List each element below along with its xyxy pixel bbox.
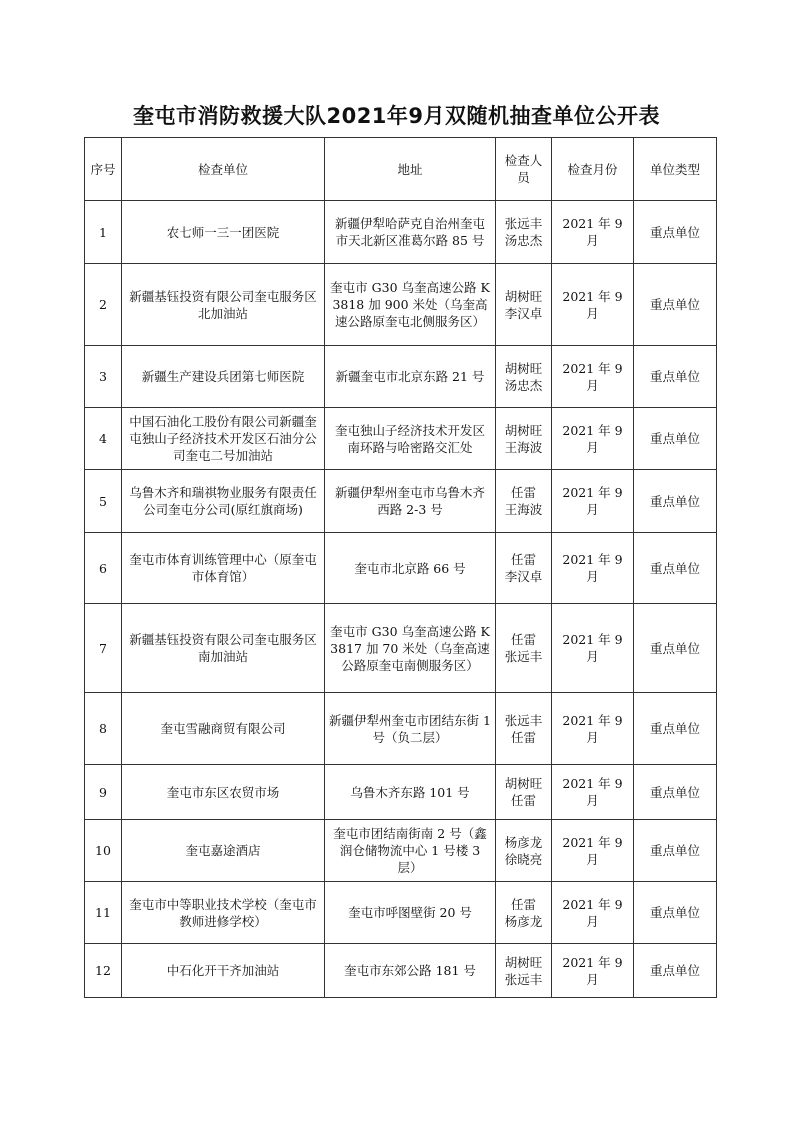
table-row [85,533,717,604]
cell-unit: 农七师一三一团医院 [122,201,325,264]
table-row [85,201,717,264]
cell-no: 9 [85,765,122,820]
cell-unit: 中石化开干齐加油站 [122,944,325,998]
inspector-name: 任雷 [510,632,536,647]
cell-inspectors [496,604,552,693]
table-row [85,882,717,944]
inspector-name: 王海波 [504,439,543,455]
header-unit: 检查单位 [122,138,325,201]
cell-address: 新疆伊犁州奎屯市乌鲁木齐西路 2-3 号 [325,470,496,533]
inspector-name: 杨彦龙 [504,913,543,929]
cell-inspectors [496,346,552,408]
cell-inspectors [496,533,552,604]
cell-unit: 新疆生产建设兵团第七师医院 [122,346,325,408]
cell-no: 7 [85,604,122,693]
cell-address: 乌鲁木齐东路 101 号 [325,765,496,820]
page-title: 奎屯市消防救援大队2021年9月双随机抽查单位公开表 [132,104,661,128]
cell-month: 2021 年 9 月 [552,693,634,765]
header-no: 序号 [85,138,122,201]
inspector-name: 任雷 [510,729,536,745]
cell-address: 奎屯市呼图壁街 20 号 [325,882,496,944]
cell-type: 重点单位 [634,264,717,346]
table-row [85,693,717,765]
inspector-name: 胡树旺 [504,954,543,970]
cell-inspectors [496,470,552,533]
cell-type: 重点单位 [634,693,717,765]
cell-month: 2021 年 9 月 [552,408,634,470]
cell-month: 2021 年 9 月 [552,820,634,882]
table-row [85,470,717,533]
cell-month: 2021 年 9 月 [552,346,634,408]
cell-month: 2021 年 9 月 [552,882,634,944]
cell-inspectors [496,765,552,820]
cell-type: 重点单位 [634,470,717,533]
cell-unit: 中国石油化工股份有限公司新疆奎屯独山子经济技术开发区石油分公司奎屯二号加油站 [122,408,325,470]
inspector-name: 任雷 [510,485,536,500]
cell-unit: 奎屯雪融商贸有限公司 [122,693,325,765]
cell-unit: 新疆基钰投资有限公司奎屯服务区南加油站 [122,604,325,693]
inspector-name: 汤忠杰 [504,233,543,248]
cell-inspectors [496,820,552,882]
inspector-name: 杨彦龙 [504,834,543,850]
inspector-name: 徐晓亮 [504,851,543,867]
cell-type: 重点单位 [634,944,717,998]
table-row [85,408,717,470]
cell-address: 奎屯独山子经济技术开发区南环路与哈密路交汇处 [325,408,496,470]
inspector-name: 任雷 [510,552,536,567]
table-row [85,765,717,820]
cell-address: 奎屯市北京路 66 号 [325,533,496,604]
inspector-name: 任雷 [510,793,536,808]
table-row [85,944,717,998]
cell-address: 奎屯市 G30 乌奎高速公路 K3817 加 70 米处（乌奎高速公路原奎屯南侧服务区） [325,604,496,693]
cell-inspectors [496,882,552,944]
cell-unit: 乌鲁木齐和瑞祺物业服务有限责任公司奎屯分公司(原红旗商场) [122,470,325,533]
cell-no: 8 [85,693,122,765]
cell-no: 3 [85,346,122,408]
cell-inspectors [496,944,552,998]
cell-unit: 奎屯嘉途酒店 [122,820,325,882]
cell-month: 2021 年 9 月 [552,533,634,604]
cell-address: 新疆奎屯市北京东路 21 号 [325,346,496,408]
cell-type: 重点单位 [634,533,717,604]
inspector-name: 张远丰 [504,712,543,728]
inspector-name: 李汉卓 [504,305,543,321]
inspector-name: 汤忠杰 [504,377,543,393]
cell-inspectors [496,201,552,264]
cell-no: 11 [85,882,122,944]
cell-month: 2021 年 9 月 [552,470,634,533]
cell-no: 5 [85,470,122,533]
cell-address: 新疆伊犁州奎屯市团结东街 1 号（负二层） [325,693,496,765]
table-row [85,346,717,408]
header-inspectors: 检查人员 [496,138,552,201]
cell-no: 10 [85,820,122,882]
cell-inspectors [496,264,552,346]
inspector-name: 张远丰 [504,971,543,987]
cell-no: 2 [85,264,122,346]
cell-inspectors [496,693,552,765]
inspector-name: 胡树旺 [504,776,543,791]
cell-type: 重点单位 [634,346,717,408]
cell-unit: 新疆基钰投资有限公司奎屯服务区北加油站 [122,264,325,346]
cell-month: 2021 年 9 月 [552,264,634,346]
cell-type: 重点单位 [634,604,717,693]
cell-unit: 奎屯市东区农贸市场 [122,765,325,820]
header-month: 检查月份 [552,138,634,201]
cell-no: 12 [85,944,122,998]
inspector-name: 李汉卓 [504,569,543,584]
inspector-name: 胡树旺 [504,288,543,304]
cell-no: 4 [85,408,122,470]
cell-type: 重点单位 [634,408,717,470]
inspector-name: 张远丰 [504,216,543,231]
inspector-name: 张远丰 [504,649,543,664]
header-address: 地址 [325,138,496,201]
inspector-name: 任雷 [510,896,536,912]
cell-month: 2021 年 9 月 [552,944,634,998]
cell-address: 奎屯市东郊公路 181 号 [325,944,496,998]
cell-type: 重点单位 [634,882,717,944]
table-row [85,604,717,693]
inspection-table [84,137,717,998]
table-header-row [85,138,717,201]
cell-type: 重点单位 [634,201,717,264]
cell-month: 2021 年 9 月 [552,604,634,693]
cell-unit: 奎屯市中等职业技术学校（奎屯市教师进修学校） [122,882,325,944]
header-type: 单位类型 [634,138,717,201]
cell-address: 奎屯市团结南街南 2 号（鑫润仓储物流中心 1 号楼 3 层） [325,820,496,882]
inspector-name: 王海波 [504,502,543,517]
table-row [85,264,717,346]
cell-address: 奎屯市 G30 乌奎高速公路 K3818 加 900 米处（乌奎高速公路原奎屯北侧服务区） [325,264,496,346]
cell-month: 2021 年 9 月 [552,201,634,264]
cell-inspectors [496,408,552,470]
inspector-name: 胡树旺 [504,360,543,376]
cell-type: 重点单位 [634,820,717,882]
cell-unit: 奎屯市体育训练管理中心（原奎屯市体育馆） [122,533,325,604]
cell-month: 2021 年 9 月 [552,765,634,820]
cell-no: 1 [85,201,122,264]
cell-no: 6 [85,533,122,604]
cell-type: 重点单位 [634,765,717,820]
cell-address: 新疆伊犁哈萨克自治州奎屯市天北新区准葛尔路 85 号 [325,201,496,264]
inspector-name: 胡树旺 [504,422,543,438]
table-row [85,820,717,882]
